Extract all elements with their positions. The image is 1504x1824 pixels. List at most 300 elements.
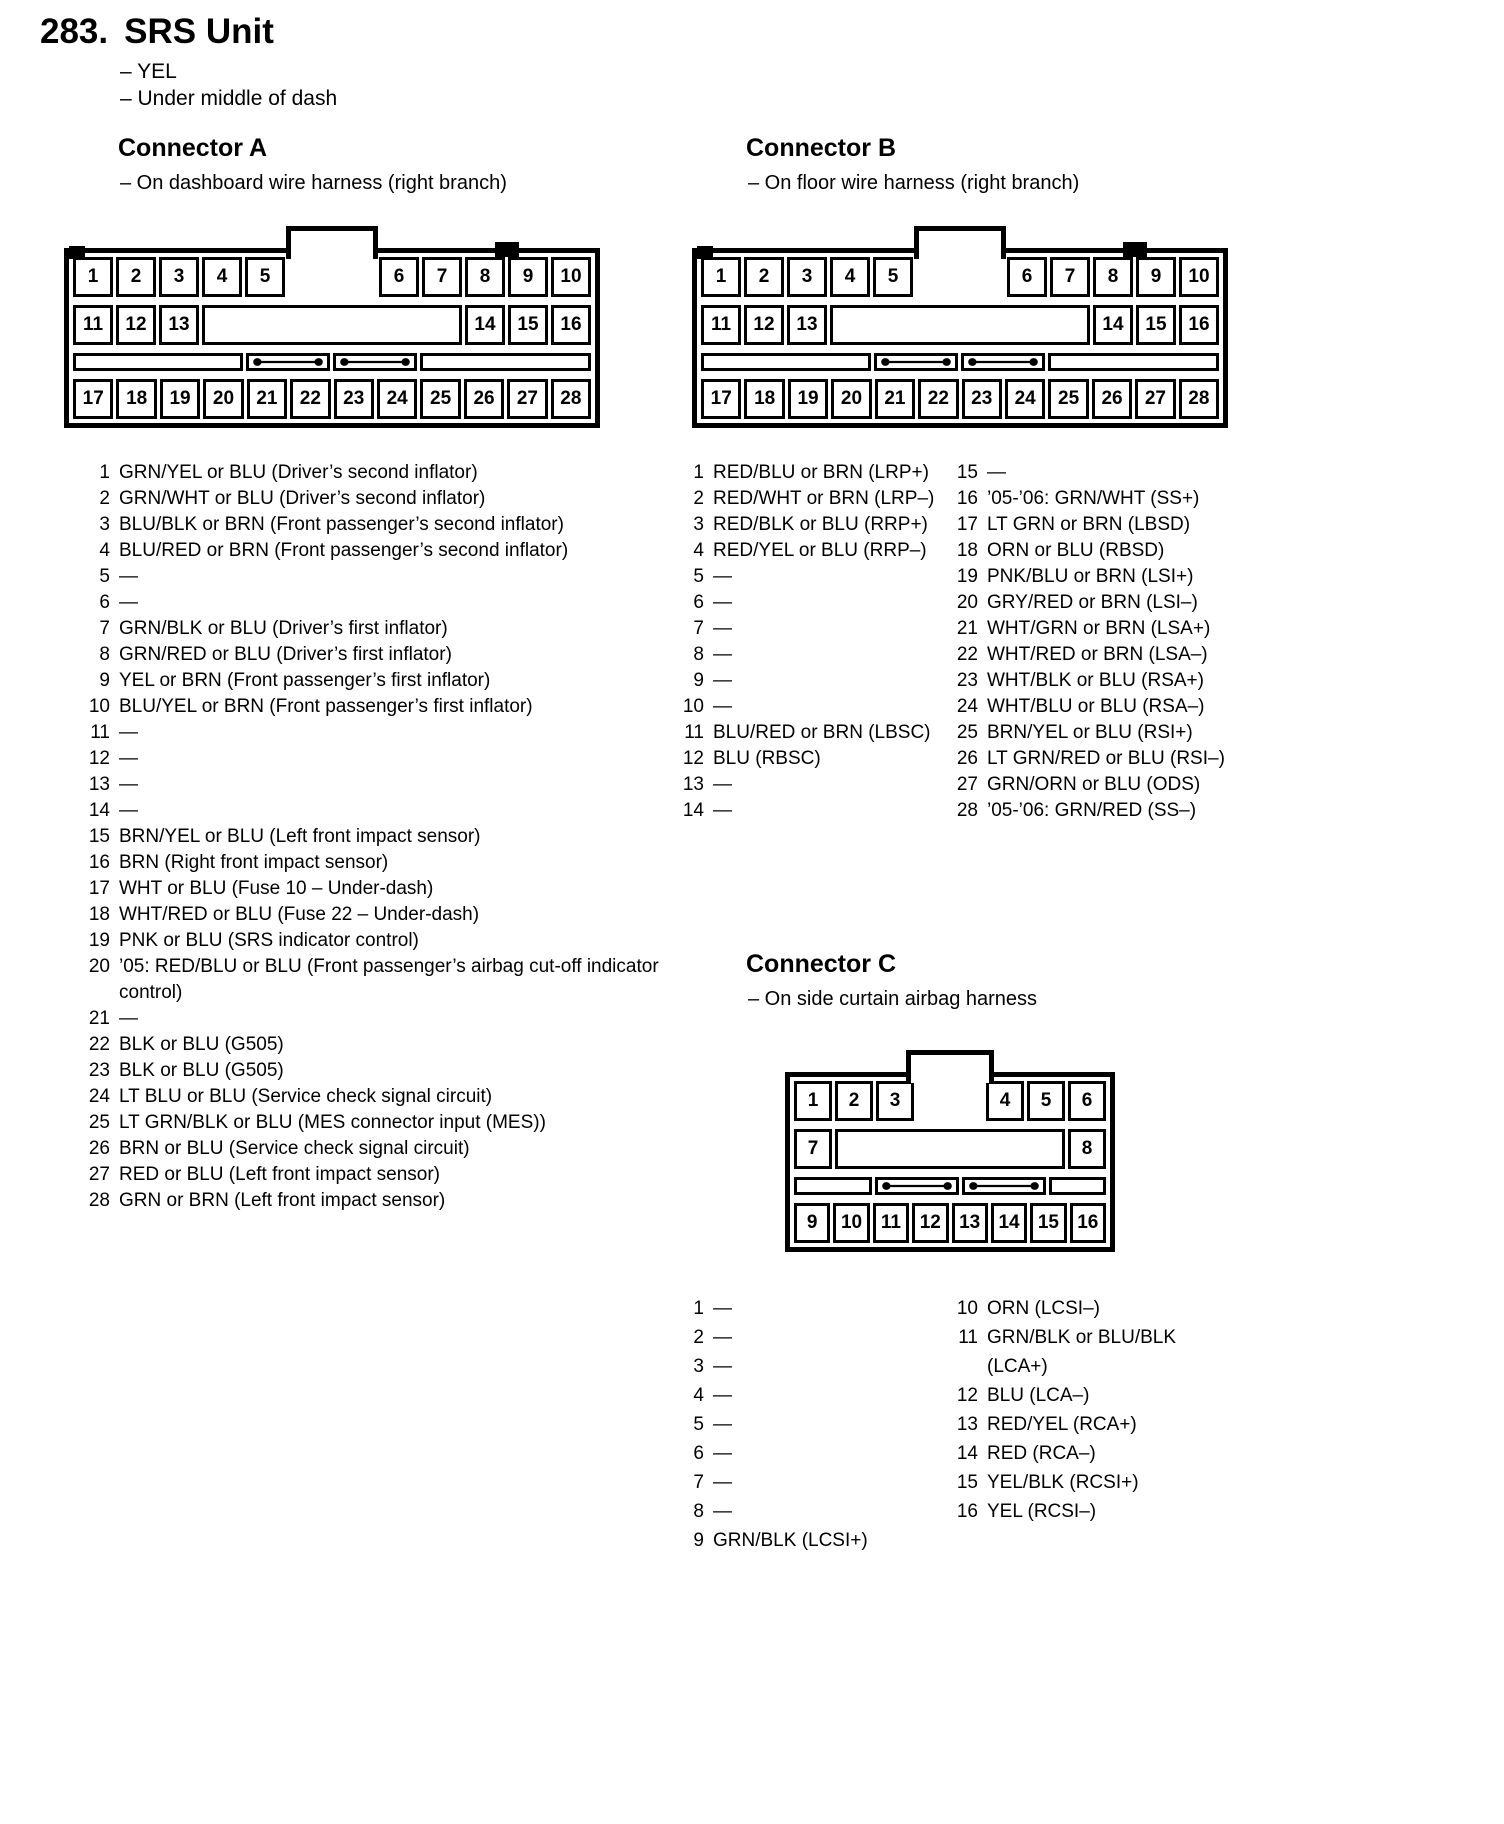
connector-b-subheading: – On floor wire harness (right branch) [748,172,1080,194]
pin-description: BLU/RED or BRN (Front passenger’s second inflator) [119,540,569,561]
pin-description: — [713,566,732,587]
pin-row [952,616,1272,642]
pin-row [952,590,1272,616]
diagram-row-1 [73,257,591,297]
pin-number: 1 [693,462,704,483]
slide-lock-icon [964,356,1042,368]
pin-cell: 6 [1007,257,1047,297]
pin-cell: 7 [794,1129,832,1169]
pin-row [952,512,1272,538]
pin-description: WHT/BLU or BLU (RSA–) [987,696,1205,717]
pin-row [678,798,948,824]
pin-cell: 23 [334,379,374,419]
pin-cell: 4 [202,257,242,297]
pin-row [952,564,1272,590]
pin-number: 10 [956,1298,978,1319]
connector-a-diagram [64,248,600,428]
pin-description: BLU/RED or BRN (LBSC) [713,722,931,743]
connector-a-subheading: – On dashboard wire harness (right branch) [120,172,507,194]
pin-row [678,694,948,720]
pin-description: — [119,748,138,769]
pin-description: — [713,774,732,795]
pin-description: — [713,1472,732,1493]
pin-cell: 1 [701,257,741,297]
pin-row [84,616,660,642]
pin-cell: 12 [744,305,784,345]
pin-number: 27 [956,774,978,795]
corner-mark [697,246,713,259]
pin-number: 12 [682,748,704,769]
pin-number: 5 [99,566,110,587]
pin-description: GRN/ORN or BLU (ODS) [987,774,1201,795]
pin-number: 9 [693,1530,704,1551]
pin-group [794,1081,914,1121]
pin-cell: 13 [159,305,199,345]
pin-number: 12 [956,1385,978,1406]
blank-cavity [202,305,462,345]
pin-cell: 8 [465,257,505,297]
connector-a-pin-list [84,460,660,1214]
pin-description: WHT or BLU (Fuse 10 – Under-dash) [119,878,434,899]
pin-row [678,720,948,746]
pin-number: 25 [956,722,978,743]
connector-b-diagram [692,248,1228,428]
pin-cell: 14 [1093,305,1133,345]
diagram-row-4 [73,379,591,419]
pin-number: 7 [693,1472,704,1493]
pin-number: 13 [956,1414,978,1435]
pin-group [73,257,285,297]
key-tab [906,1050,994,1083]
pin-group [1093,305,1219,345]
pin-cell: 14 [991,1203,1027,1243]
pin-row [84,902,660,928]
connector-c-heading: Connector C [746,950,896,978]
diagram-row-2 [701,305,1219,345]
pin-description: — [713,1501,732,1522]
pin-cell: 23 [962,379,1002,419]
pin-number: 15 [956,1472,978,1493]
pin-row [678,668,948,694]
pin-row [678,460,948,486]
pin-group [701,305,827,345]
pin-number: 9 [693,670,704,691]
pin-number: 6 [693,592,704,613]
pin-cell: 11 [701,305,741,345]
pin-cell: 3 [159,257,199,297]
pin-description: — [713,1414,732,1435]
pin-row [952,642,1272,668]
section-title: SRS Unit [124,12,274,51]
pin-number: 14 [88,800,110,821]
diagram-row-4 [794,1203,1106,1243]
pin-cell: 16 [1070,1203,1106,1243]
pin-description: — [713,1443,732,1464]
pin-cell: 6 [1068,1081,1106,1121]
pin-group [701,257,913,297]
pin-description: LT GRN/RED or BLU (RSI–) [987,748,1225,769]
pin-cell: 25 [1048,379,1088,419]
pin-description: PNK/BLU or BRN (LSI+) [987,566,1194,587]
pin-description: WHT/GRN or BRN (LSA+) [987,618,1211,639]
diagram-row-2 [794,1129,1106,1169]
pin-number: 3 [99,514,110,535]
pin-cell: 3 [787,257,827,297]
pin-description: WHT/RED or BLU (Fuse 22 – Under-dash) [119,904,480,925]
pin-row [84,876,660,902]
pin-cell: 5 [245,257,285,297]
pin-row [84,1006,660,1032]
pin-description: RED/BLK or BLU (RRP+) [713,514,928,535]
pin-row [952,460,1272,486]
pin-description: RED (RCA–) [987,1443,1096,1464]
pin-group [1068,1129,1106,1169]
pin-number: 5 [693,566,704,587]
pin-description: BRN (Right front impact sensor) [119,852,389,873]
pin-description: BLU/BLK or BRN (Front passenger’s second inflator) [119,514,564,535]
slide-lock [246,353,330,371]
pin-row [952,486,1272,512]
pin-number: 3 [693,1356,704,1377]
pin-description: LT BLU or BLU (Service check signal circuit) [119,1086,493,1107]
pin-row [952,668,1272,694]
pin-cell: 22 [290,379,330,419]
pin-cell: 1 [794,1081,832,1121]
pin-cell: 10 [551,257,591,297]
pin-description: GRN/BLK or BLU/BLK (LCA+) [987,1327,1177,1377]
pin-number: 14 [956,1443,978,1464]
pin-description: YEL or BRN (Front passenger’s first inflator) [119,670,491,691]
pin-cell: 14 [465,305,505,345]
pin-number: 19 [88,930,110,951]
pin-description: RED or BLU (Left front impact sensor) [119,1164,440,1185]
pin-group [1007,257,1219,297]
connector-b-pin-list-right [952,460,1272,824]
pin-cell: 4 [830,257,870,297]
pin-cell: 5 [873,257,913,297]
pin-row [84,954,660,1006]
pin-number: 4 [693,1385,704,1406]
pin-cell: 16 [1179,305,1219,345]
pin-description: ’05: RED/BLU or BLU (Front passenger’s airbag cut-off indicator control) [119,956,659,1003]
pin-row [84,694,660,720]
pin-row [84,1136,660,1162]
pin-cell: 17 [701,379,741,419]
pin-description: — [713,670,732,691]
pin-number: 24 [956,696,978,717]
pin-row [84,512,660,538]
pin-number: 28 [88,1190,110,1211]
pin-row [84,1058,660,1084]
lock-rail [420,353,591,371]
pin-row [678,772,948,798]
pin-number: 12 [88,748,110,769]
pin-number: 11 [684,722,704,743]
pin-row [84,850,660,876]
pin-number: 14 [682,800,704,821]
pin-row [84,460,660,486]
pin-cell: 19 [788,379,828,419]
pin-number: 8 [693,1501,704,1522]
key-tab [286,226,378,259]
pin-cell: 24 [377,379,417,419]
blank-cavity [835,1129,1065,1169]
connector-c-pin-list-left [678,1294,948,1555]
key-tab [914,226,1006,259]
pin-cell: 6 [379,257,419,297]
pin-description: ’05-’06: GRN/RED (SS–) [987,800,1197,821]
pin-description: BLK or BLU (G505) [119,1034,284,1055]
pin-description: GRN/RED or BLU (Driver’s first inflator) [119,644,452,665]
pin-description: — [713,1385,732,1406]
pin-row [952,720,1272,746]
pin-row [952,772,1272,798]
top-mark [495,242,519,257]
pin-group [701,379,1219,419]
pin-number: 2 [99,488,110,509]
unit-notes [120,58,337,112]
pin-number: 6 [693,1443,704,1464]
pin-description: — [713,1327,732,1348]
pin-cell: 15 [508,305,548,345]
slide-lock [333,353,417,371]
pin-row [952,1468,1212,1497]
pin-cell: 9 [1136,257,1176,297]
pin-description: GRN or BRN (Left front impact sensor) [119,1190,446,1211]
pin-number: 19 [956,566,978,587]
pin-row [952,1294,1212,1323]
pin-description: — [987,462,1006,483]
slide-lock [874,353,958,371]
pin-cell: 12 [912,1203,948,1243]
pin-number: 27 [88,1164,110,1185]
pin-number: 9 [99,670,110,691]
corner-mark [69,246,85,259]
pin-row [84,1188,660,1214]
pin-number: 6 [99,592,110,613]
lock-rail [1048,353,1219,371]
pin-cell: 28 [1179,379,1219,419]
pin-row [952,798,1272,824]
pin-cell: 26 [464,379,504,419]
pin-row [678,1352,948,1381]
pin-number: 8 [99,644,110,665]
page-title [40,12,274,52]
pin-cell: 4 [986,1081,1024,1121]
lock-rail [1049,1177,1106,1195]
pin-row [678,1468,948,1497]
pin-cell: 11 [73,305,113,345]
pin-row [84,590,660,616]
pin-cell: 24 [1005,379,1045,419]
pin-description: RED/YEL or BLU (RRP–) [713,540,927,561]
pin-group [465,305,591,345]
pin-number: 26 [956,748,978,769]
pin-cell: 27 [1135,379,1175,419]
pin-description: BLU/YEL or BRN (Front passenger’s first inflator) [119,696,533,717]
pin-number: 16 [88,852,110,873]
slide-lock [962,1177,1046,1195]
pin-number: 7 [99,618,110,639]
pin-number: 11 [958,1327,978,1348]
pin-row [84,746,660,772]
pin-cell: 18 [744,379,784,419]
pin-number: 26 [88,1138,110,1159]
pin-row [678,512,948,538]
pin-group [73,305,199,345]
pin-description: ORN or BLU (RBSD) [987,540,1165,561]
pin-row [84,1162,660,1188]
diagram-row-1 [794,1081,1106,1121]
pin-number: 16 [956,1501,978,1522]
pin-description: PNK or BLU (SRS indicator control) [119,930,419,951]
pin-number: 21 [956,618,978,639]
pin-number: 1 [99,462,110,483]
pin-cell: 26 [1092,379,1132,419]
pin-group [794,1129,832,1169]
pin-row [84,668,660,694]
pin-number: 15 [88,826,110,847]
pin-cell: 13 [952,1203,988,1243]
slide-lock-icon [877,356,955,368]
pin-number: 21 [88,1008,110,1029]
pin-number: 17 [956,514,978,535]
pin-number: 10 [88,696,110,717]
pin-number: 20 [88,956,110,977]
pin-row [84,798,660,824]
pin-row [678,1439,948,1468]
pin-description: GRN/BLK (LCSI+) [713,1530,868,1551]
pin-description: — [713,618,732,639]
pin-row [952,1410,1212,1439]
pin-row [84,1110,660,1136]
pin-description: GRN/YEL or BLU (Driver’s second inflator) [119,462,478,483]
pin-number: 15 [956,462,978,483]
connector-a-heading: Connector A [118,134,268,162]
pin-group [986,1081,1106,1121]
pin-number: 7 [693,618,704,639]
pin-cell: 10 [833,1203,869,1243]
pin-description: — [119,722,138,743]
lock-rail [73,353,243,371]
pin-cell: 15 [1136,305,1176,345]
pin-row [84,564,660,590]
pin-cell: 28 [551,379,591,419]
pin-cell: 2 [744,257,784,297]
pin-description: — [119,800,138,821]
pin-row [678,1526,948,1555]
key-gap [917,1081,983,1121]
pin-description: RED/BLU or BRN (LRP+) [713,462,929,483]
pin-cell: 3 [876,1081,914,1121]
pin-cell: 8 [1068,1129,1106,1169]
pin-description: LT GRN/BLK or BLU (MES connector input (MES)) [119,1112,546,1133]
pin-cell: 20 [203,379,243,419]
pin-number: 22 [88,1034,110,1055]
pin-row [678,486,948,512]
lock-row [73,353,591,371]
pin-cell: 5 [1027,1081,1065,1121]
lock-row [794,1177,1106,1195]
pin-cell: 2 [835,1081,873,1121]
pin-number: 8 [693,644,704,665]
pin-description: — [119,774,138,795]
pin-number: 17 [88,878,110,899]
note-line: – YEL [120,60,177,83]
pin-cell: 10 [1179,257,1219,297]
pin-row [678,1323,948,1352]
pin-number: 20 [956,592,978,613]
pin-number: 4 [693,540,704,561]
pin-number: 25 [88,1112,110,1133]
pin-description: YEL (RCSI–) [987,1501,1097,1522]
pin-cell: 9 [794,1203,830,1243]
pin-row [678,1381,948,1410]
pin-number: 18 [956,540,978,561]
pin-row [952,538,1272,564]
pin-row [678,616,948,642]
pin-cell: 18 [116,379,156,419]
pin-group [379,257,591,297]
pin-description: GRY/RED or BRN (LSI–) [987,592,1198,613]
pin-row [952,1497,1212,1526]
pin-cell: 16 [551,305,591,345]
slide-lock [875,1177,959,1195]
pin-row [84,772,660,798]
pin-cell: 11 [873,1203,909,1243]
section-number: 283. [40,12,109,51]
pin-group [73,379,591,419]
diagram-row-2 [73,305,591,345]
note-line: – Under middle of dash [120,87,338,110]
pin-number: 11 [90,722,110,743]
pin-description: BRN or BLU (Service check signal circuit) [119,1138,470,1159]
pin-description: — [713,1356,732,1377]
pin-cell: 8 [1093,257,1133,297]
pin-row [952,1439,1212,1468]
pin-row [84,824,660,850]
pin-row [84,1032,660,1058]
pin-description: — [713,1298,732,1319]
pin-row [84,642,660,668]
pin-number: 10 [682,696,704,717]
pin-cell: 17 [73,379,113,419]
connector-c-pin-list-right [952,1294,1212,1526]
pin-number: 13 [682,774,704,795]
key-gap [288,257,376,297]
pin-cell: 12 [116,305,156,345]
pin-row [952,746,1272,772]
pin-cell: 7 [1050,257,1090,297]
pin-description: — [119,592,138,613]
pin-description: ORN (LCSI–) [987,1298,1100,1319]
blank-cavity [830,305,1090,345]
slide-lock-icon [249,356,327,368]
slide-lock [961,353,1045,371]
pin-number: 13 [88,774,110,795]
pin-row [84,928,660,954]
pin-row [952,1323,1212,1381]
pin-number: 2 [693,1327,704,1348]
pin-description: BLK or BLU (G505) [119,1060,284,1081]
pin-description: — [713,592,732,613]
pin-row [84,538,660,564]
pin-cell: 2 [116,257,156,297]
pin-cell: 25 [420,379,460,419]
pin-number: 23 [88,1060,110,1081]
pin-row [84,720,660,746]
pin-number: 24 [88,1086,110,1107]
